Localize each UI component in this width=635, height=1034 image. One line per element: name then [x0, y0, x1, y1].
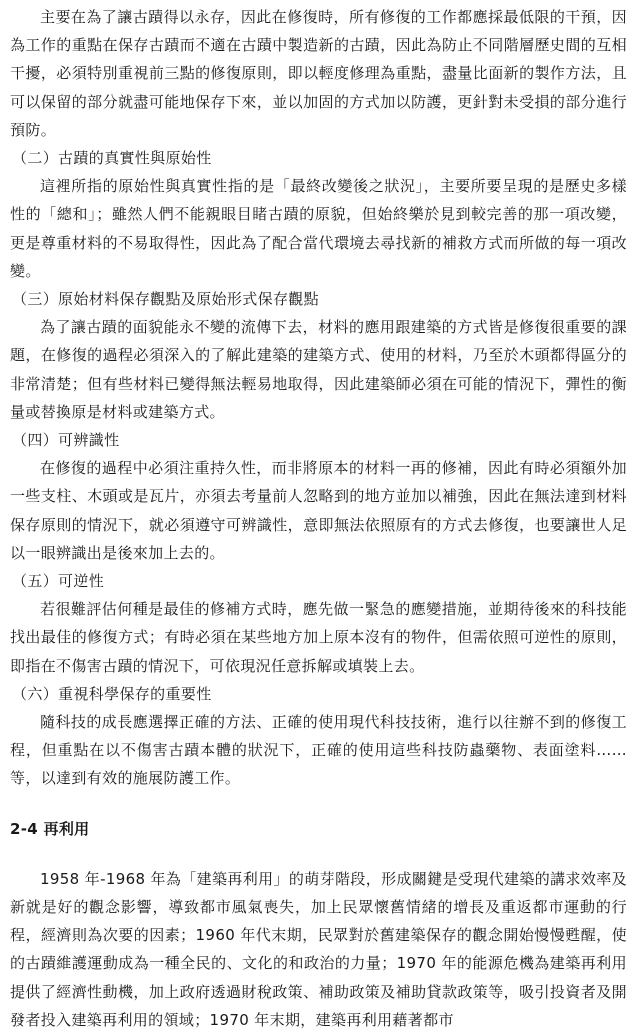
- paragraph-original-materials: 為了讓古蹟的面貌能永不變的流傳下去，材料的應用跟建築的方式皆是修復很重要的課題，在修復的過程必須深入的了解此建築的建築方式、使用的材料，乃至於木頭都得區分的非常清楚；但有些材料已變得無法輕易地取得，因此建築師必須在可能的情況下，彈性的衡量或替換原是材料或建築方式。: [10, 318, 627, 421]
- paragraph-distinguishability: 在修復的過程中必須注重持久性，而非將原本的材料一再的修補，因此有時必須額外加一些支柱、木頭或是瓦片，亦須去考量前人忽略到的地方並加以補強，因此在無法達到材料保存原則的情況下，就必須遵守可辨識性，意即無法依照原有的方式去修復，也要讓世人足以一眼辨識出是後來加上去的。: [10, 459, 627, 562]
- paragraph-reversibility: 若很難評估何種是最佳的修補方式時，應先做一緊急的應變措施，並期待後來的科技能找出最佳的修復方式；有時必須在某些地方加上原本沒有的物件，但需依照可逆性的原則，即指在不傷害古蹟的情況下，可依現況任意拆解或填裝上去。: [10, 600, 627, 675]
- section-title-reuse: 2-4 再利用: [10, 819, 90, 838]
- paragraph-reuse-history: 1958 年-1968 年為「建築再利用」的萌芽階段，形成關鍵是受現代建築的講求效率及新就是好的觀念影響，導致都市風氣喪失，加上民眾懷舊情緒的增長及重返都市運動的行程，經濟則為次要的因素；1960 年代末期，民眾對於舊建築保存的觀念開始慢慢甦醒，使的古蹟維護運動成為一種全民的、文化的和政治的力量；1970 年的能源危機為建築再利用提供了經濟性動機，加上政府透過財稅政策、補助政策及補助貸款政策等，吸引投資者及開發者投入建築再利用的領域；1970 年末期，建築再利用藉著都市: [10, 869, 627, 1029]
- document-page: [10, 3, 627, 1034]
- paragraph-minimal-intervention: 主要在為了讓古蹟得以永存，因此在修復時，所有修復的工作都應採最低限的干預，因為工作的重點在保存古蹟而不適在古蹟中製造新的古蹟，因此為防止不同階層歷史間的互相干擾，必須特別重視前三點的修復原則，即以輕度修理為重點，盡量比面新的製作方法，且可以保留的部分就盡可能地保存下來，並以加固的方式加以防護，更針對未受損的部分進行預防。: [10, 8, 627, 139]
- paragraph-authenticity: 這裡所指的原始性與真實性指的是「最終改變後之狀況」，主要所要呈現的是歷史多樣性的「總和」；雖然人們不能親眼目睹古蹟的原貌，但始終樂於見到較完善的那一項改變，更是尊重材料的不易取得性，因此為了配合當代環境去尋找新的補救方式而所做的每一項改變。: [10, 177, 627, 280]
- subheading-authenticity: （二）古蹟的真實性與原始性: [12, 149, 212, 168]
- subheading-scientific-conservation: （六）重視科學保存的重要性: [12, 684, 212, 703]
- paragraph-scientific-conservation: 隨科技的成長應選擇正確的方法、正確的使用現代科技技術，進行以往辦不到的修復工程，但重點在以不傷害古蹟本體的狀況下，正確的使用這些科技防蟲藥物、表面塗料……等，以達到有效的施展防護工作。: [10, 713, 627, 788]
- subheading-original-materials: （三）原始材料保存觀點及原始形式保存觀點: [12, 290, 320, 309]
- subheading-reversibility: （五）可逆性: [12, 572, 105, 591]
- subheading-distinguishability: （四）可辨識性: [12, 431, 120, 450]
